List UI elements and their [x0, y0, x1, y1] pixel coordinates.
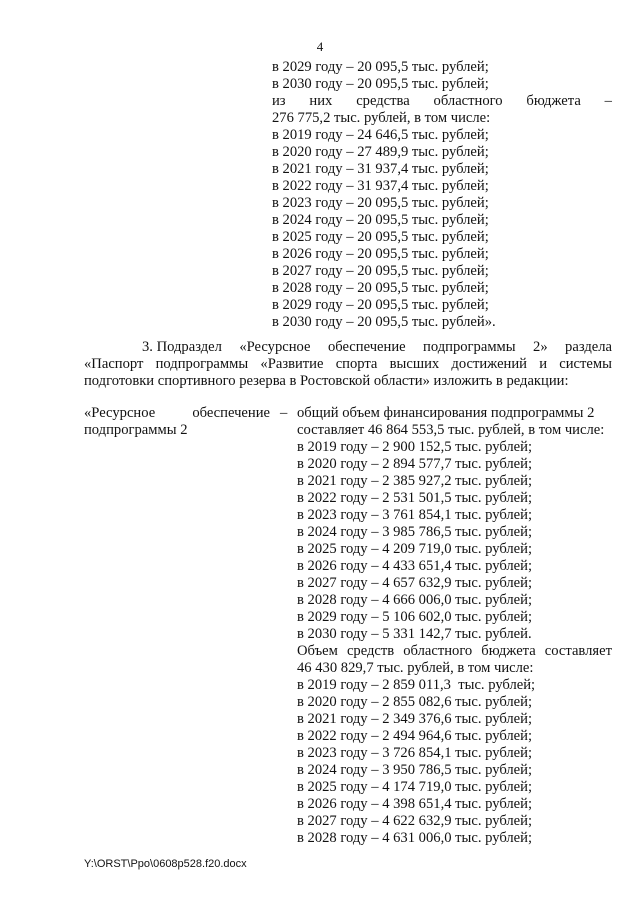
paragraph-line: подготовки спортивного резерва в Ростовской области» изложить в редакции: — [84, 373, 569, 389]
year-line: в 2029 году – 20 095,5 тыс. рублей; — [272, 297, 489, 313]
year-line: в 2023 году – 3 761 854,1 тыс. рублей; — [297, 507, 533, 523]
word: 2» — [533, 339, 548, 355]
year-line: в 2030 году – 20 095,5 тыс. рублей». — [272, 314, 496, 330]
word: подпрограммы — [155, 356, 249, 372]
year-line: в 2023 году – 20 095,5 тыс. рублей; — [272, 195, 489, 211]
word: «Паспорт — [84, 356, 144, 372]
year-line: в 2026 году – 4 398 651,4 тыс. рублей; — [297, 796, 533, 812]
word: подпрограммы — [423, 339, 516, 355]
word: 3. Подраздел — [142, 339, 222, 355]
word: областного — [433, 93, 503, 109]
label-line — [84, 405, 270, 422]
year-line: в 2019 году – 2 900 152,5 тыс. рублей; — [297, 439, 533, 455]
paragraph-line — [84, 356, 612, 373]
text-line: в 2030 году – 20 095,5 тыс. рублей; — [272, 76, 489, 92]
word: из — [272, 93, 286, 109]
year-line: в 2024 году – 20 095,5 тыс. рублей; — [272, 212, 489, 228]
year-line: в 2025 году – 20 095,5 тыс. рублей; — [272, 229, 489, 245]
word: – — [604, 93, 612, 109]
year-line: в 2024 году – 3 985 786,5 тыс. рублей; — [297, 524, 533, 540]
word: «Ресурсное — [84, 405, 156, 421]
word: них — [309, 93, 333, 109]
funding-continuation — [272, 59, 612, 331]
word: Объем — [297, 643, 338, 659]
year-line: в 2028 году – 4 666 006,0 тыс. рублей; — [297, 592, 533, 608]
word: средства — [356, 93, 410, 109]
word: обеспечение — [192, 405, 270, 421]
year-line: в 2022 году – 2 494 964,6 тыс. рублей; — [297, 728, 533, 744]
year-line: в 2025 году – 4 174 719,0 тыс. рублей; — [297, 779, 533, 795]
year-line: в 2027 году – 4 622 632,9 тыс. рублей; — [297, 813, 533, 829]
year-line: в 2022 году – 2 531 501,5 тыс. рублей; — [297, 490, 533, 506]
resource-content — [297, 405, 612, 847]
year-line: в 2021 году – 31 937,4 тыс. рублей; — [272, 161, 489, 177]
year-line: в 2021 году – 2 349 376,6 тыс. рублей; — [297, 711, 533, 727]
regional-budget-line: 46 430 829,7 тыс. рублей, в том числе: — [297, 660, 534, 676]
year-line: в 2019 году – 24 646,5 тыс. рублей; — [272, 127, 489, 143]
total-funding-line: составляет 46 864 553,5 тыс. рублей, в том числе: — [297, 422, 605, 438]
year-line: в 2020 году – 27 489,9 тыс. рублей; — [272, 144, 489, 160]
year-line: в 2019 году – 2 859 011,3 тыс. рублей; — [297, 677, 536, 693]
year-line: в 2021 году – 2 385 927,2 тыс. рублей; — [297, 473, 533, 489]
year-line: в 2023 году – 3 726 854,1 тыс. рублей; — [297, 745, 533, 761]
year-line: в 2028 году – 20 095,5 тыс. рублей; — [272, 280, 489, 296]
year-line: в 2020 году – 2 894 577,7 тыс. рублей; — [297, 456, 533, 472]
word: раздела — [565, 339, 612, 355]
year-line: в 2022 году – 31 937,4 тыс. рублей; — [272, 178, 489, 194]
word: составляет — [544, 643, 612, 659]
word: и — [539, 356, 548, 372]
year-line: в 2030 году – 5 331 142,7 тыс. рублей. — [297, 626, 532, 642]
word: бюджета — [481, 643, 536, 659]
year-line: в 2029 году – 5 106 602,0 тыс. рублей; — [297, 609, 533, 625]
label-line: подпрограммы 2 — [84, 422, 188, 438]
word: средств — [346, 643, 395, 659]
word: «Ресурсное — [239, 339, 311, 355]
year-line: в 2024 году – 3 950 786,5 тыс. рублей; — [297, 762, 533, 778]
text-line: 276 775,2 тыс. рублей, в том числе: — [272, 110, 491, 126]
word: областного — [403, 643, 473, 659]
word: спорта — [335, 356, 378, 372]
total-funding-line: общий объем финансирования подпрограммы 2 — [297, 405, 595, 421]
resource-label — [84, 405, 270, 439]
word: бюджета — [526, 93, 581, 109]
year-line: в 2027 году – 20 095,5 тыс. рублей; — [272, 263, 489, 279]
year-line: в 2028 году – 4 631 006,0 тыс. рублей; — [297, 830, 533, 846]
dash-separator: – — [280, 405, 288, 421]
word: системы — [559, 356, 612, 372]
word: «Развитие — [260, 356, 324, 372]
word: достижений — [451, 356, 527, 372]
year-line: в 2027 году – 4 657 632,9 тыс. рублей; — [297, 575, 533, 591]
text-line: в 2029 году – 20 095,5 тыс. рублей; — [272, 59, 489, 75]
regional-budget-intro — [272, 93, 612, 110]
year-line: в 2026 году – 20 095,5 тыс. рублей; — [272, 246, 489, 262]
section-3-paragraph — [84, 339, 612, 390]
paragraph-line — [84, 339, 612, 356]
word: высших — [389, 356, 440, 372]
page-number: 4 — [316, 39, 324, 54]
word: обеспечение — [327, 339, 406, 355]
regional-budget-line — [297, 643, 612, 660]
year-line: в 2020 году – 2 855 082,6 тыс. рублей; — [297, 694, 533, 710]
year-line: в 2026 году – 4 433 651,4 тыс. рублей; — [297, 558, 533, 574]
footer-file-path: Y:\ORST\Ppo\0608p528.f20.docx — [84, 858, 247, 870]
year-line: в 2025 году – 4 209 719,0 тыс. рублей; — [297, 541, 533, 557]
